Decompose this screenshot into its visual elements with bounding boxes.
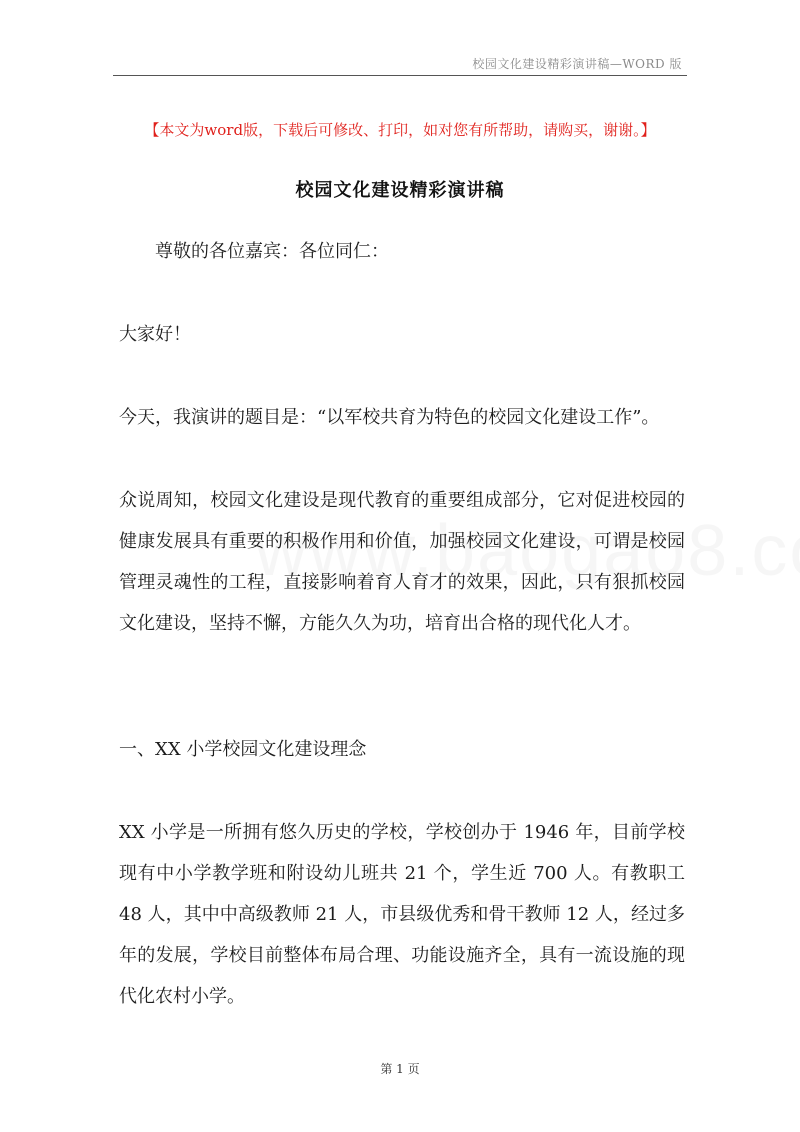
header-divider — [113, 75, 687, 76]
body-paragraph: 众说周知，校园文化建设是现代教育的重要组成部分，它对促进校园的健康发展具有重要的积极作用和价值，加强校园文化建设，可谓是校园管理灵魂性的工程，直接影响着育人育才的效果，因此，只有狠抓校园文化建设，坚持不懈，方能久久为功，培育出合格的现代化人才。 — [119, 490, 685, 634]
section-heading: 一、XX 小学校园文化建设理念 — [119, 739, 367, 760]
body-paragraph: XX 小学是一所拥有悠久历史的学校，学校创办于 1946 年，目前学校现有中小学教学班和附设幼儿班共 21 个，学生近 700 人。有教职工 48 人，其中中高级教师 21 人，市县级优秀和骨干教师 12 人，经过多年的发展，学校目前整体布局合理、功能设施齐全，具有一流设施的现代化农村小学。 — [119, 822, 685, 1007]
document-title: 校园文化建设精彩演讲稿 — [295, 180, 505, 201]
purchase-notice: 【本文为word版，下载后可修改、打印，如对您有所帮助，请购买，谢谢。】 — [144, 121, 656, 139]
speech-topic: 今天，我演讲的题目是：“以军校共育为特色的校园文化建设工作”。 — [119, 407, 660, 428]
page-number: 第 1 页 — [380, 1062, 420, 1076]
greeting: 大家好！ — [119, 324, 191, 345]
salutation: 尊敬的各位嘉宾：各位同仁： — [155, 241, 389, 262]
running-header: 校园文化建设精彩演讲稿—WORD 版 — [472, 57, 682, 71]
